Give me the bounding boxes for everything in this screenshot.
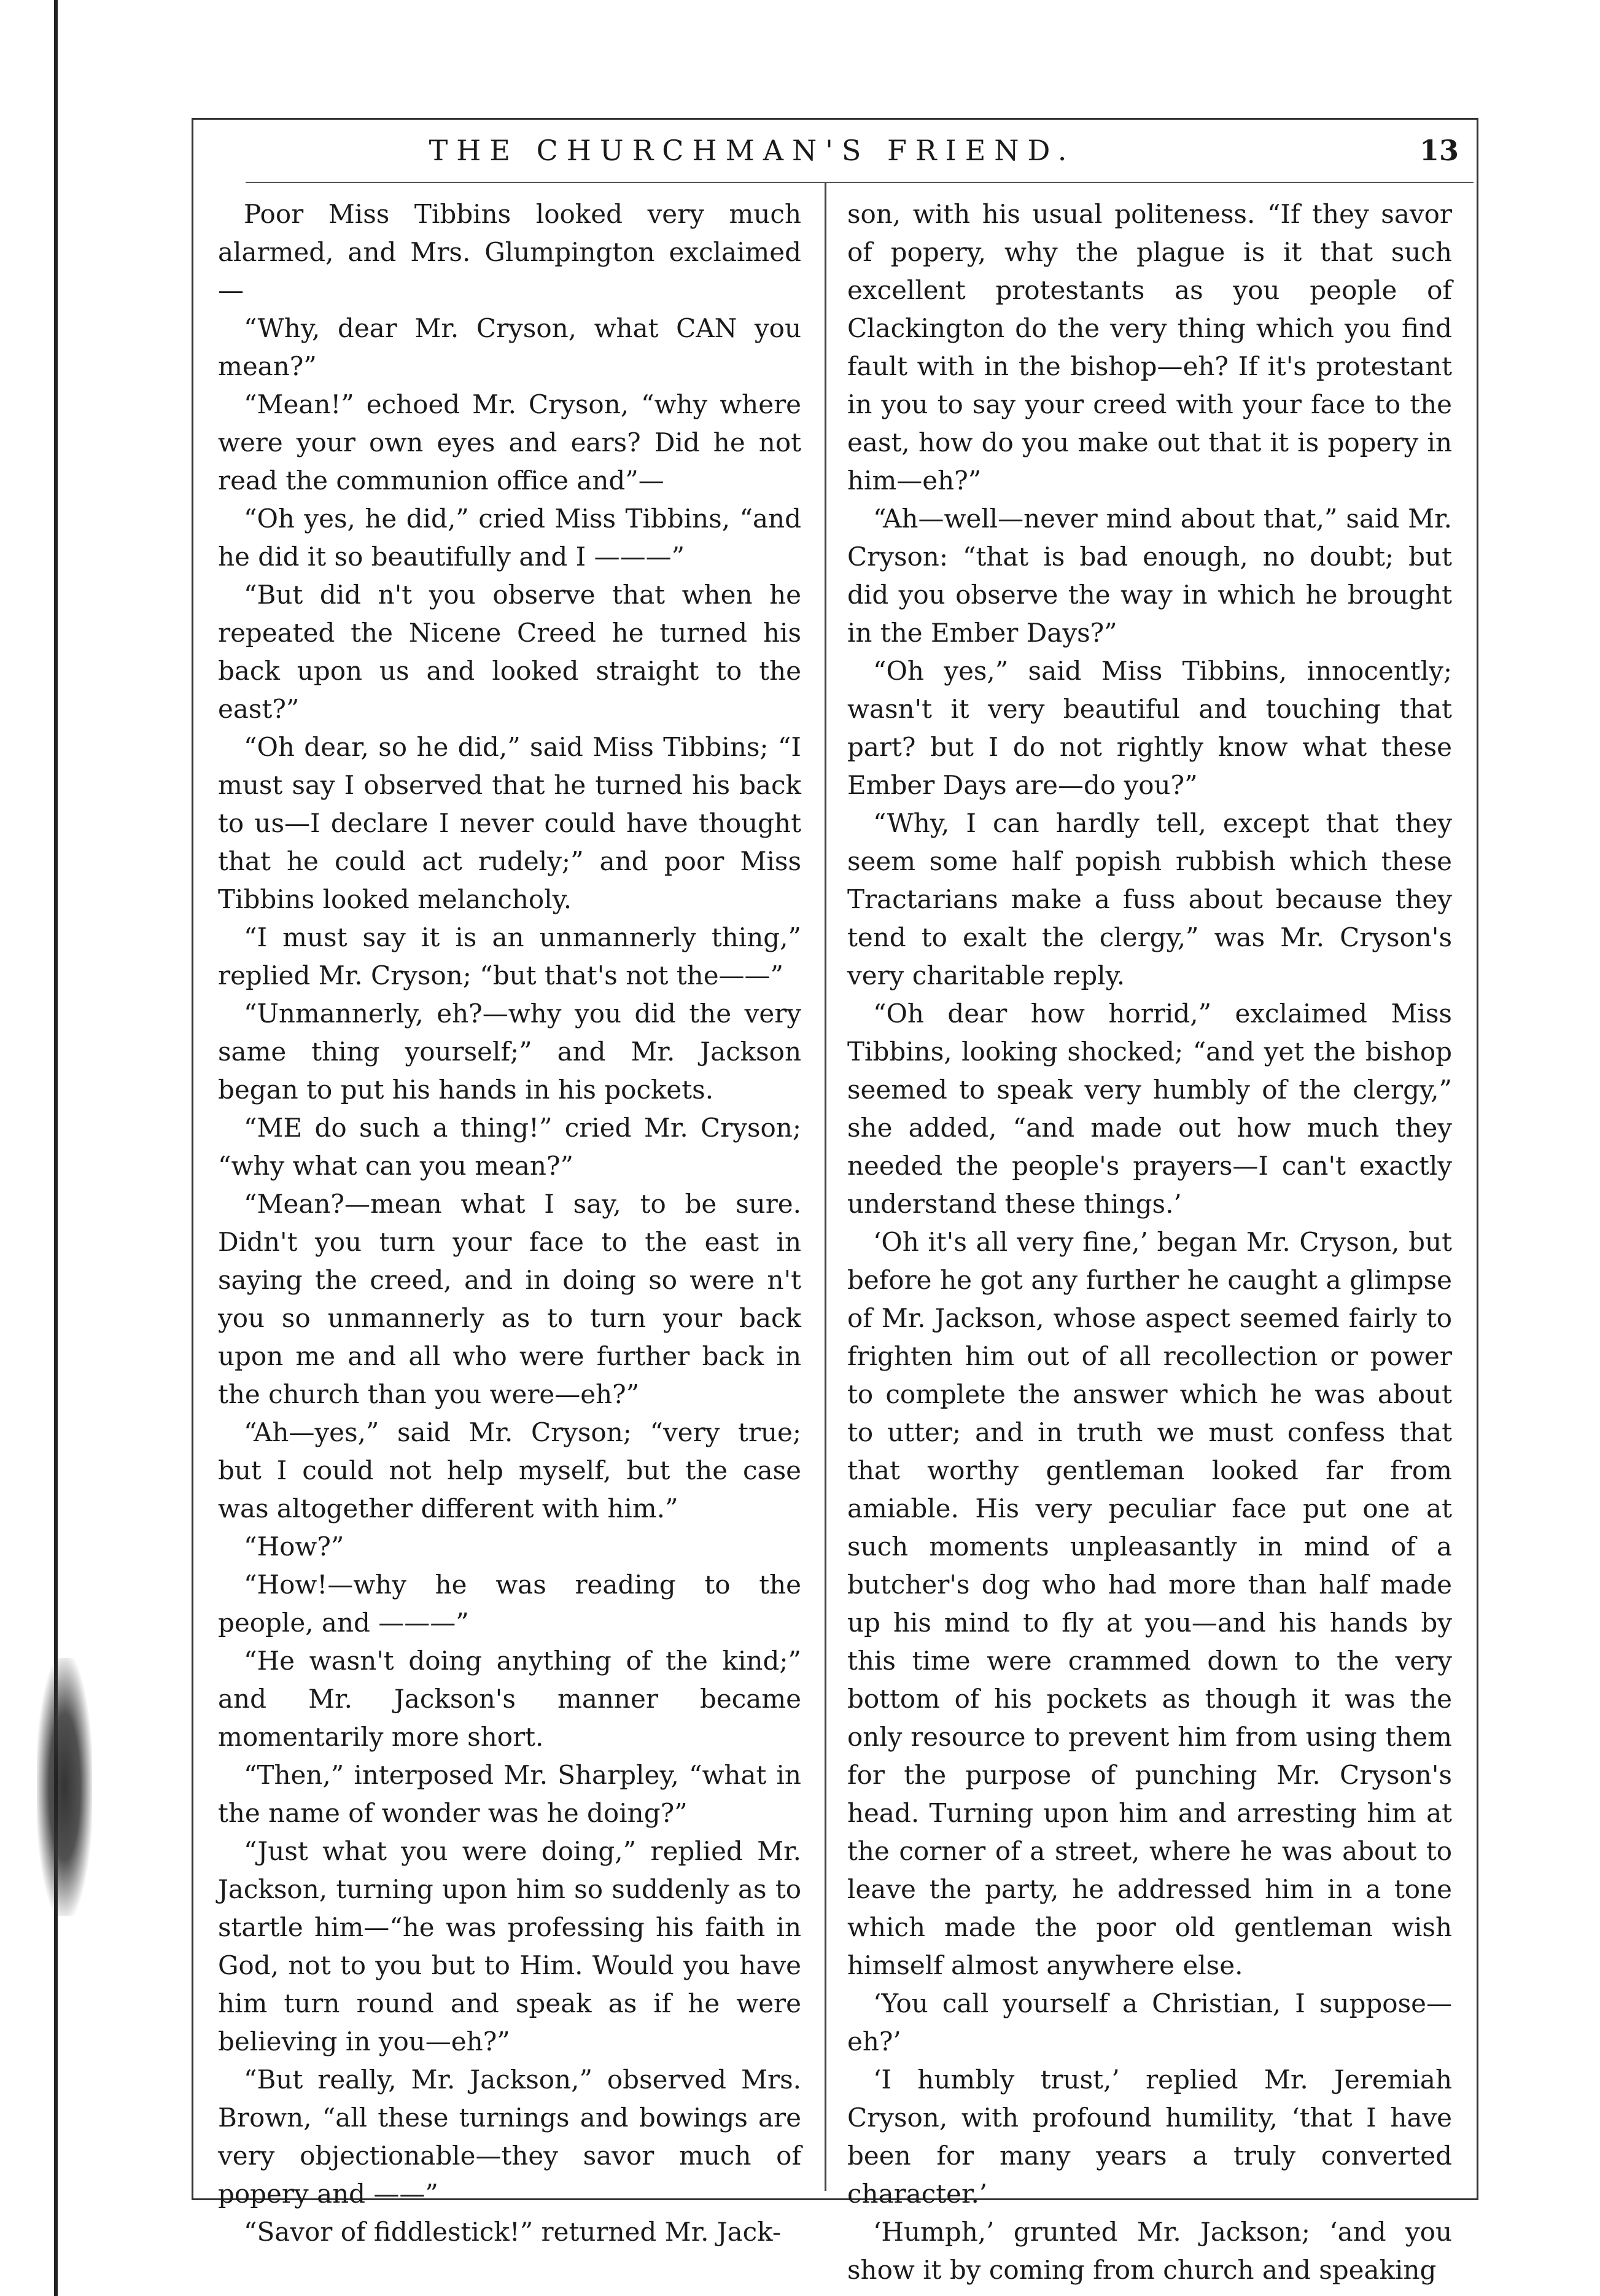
paragraph: “Ah—yes,” said Mr. Cryson; “very true; but I could not help myself, but the case was altogether different with him.”: [218, 1417, 801, 1524]
paragraph: ‘I humbly trust,’ replied Mr. Jeremiah Cryson, with profound humility, ‘that I have been for many years a truly converted character.’: [847, 2064, 1452, 2209]
left-column: [218, 195, 801, 2251]
paragraph: “But did n't you observe that when he repeated the Nicene Creed he turned his back upon us and looked straight to the east?”: [218, 580, 801, 724]
paragraph: “Ah—well—never mind about that,” said Mr. Cryson: “that is bad enough, no doubt; but did you observe the way in which he brought in the Ember Days?”: [847, 504, 1452, 648]
paragraph: ‘Oh it's all very fine,’ began Mr. Cryson, but before he got any further he caught a glimpse of Mr. Jackson, whose aspect seemed fairly to frighten him out of all recollection or power to complete the answer which he was about to utter; and in truth we must confess that that worthy gentleman looked far from amiable. His very peculiar face put one at such moments unpleasantly in mind of a butcher's dog who had more than half made up his mind to fly at you—and his hands by this time were crammed down to the very bottom of his pockets as though it was the only resource to prevent him from using them for the purpose of punching Mr. Cryson's head. Turning upon him and arresting him at the corner of a street, where he was about to leave the party, he addressed him in a tone which made the poor old gentleman wish himself almost anywhere else.: [847, 1227, 1452, 1980]
frame-right-rule: [1477, 118, 1478, 2200]
paragraph: “Then,” interposed Mr. Sharpley, “what in the name of wonder was he doing?”: [218, 1760, 801, 1828]
paragraph: “Oh dear, so he did,” said Miss Tibbins; “I must say I observed that he turned his back to us—I declare I never could have thought that he could act rudely;” and poor Miss Tibbins looked melancholy.: [218, 732, 801, 914]
paragraph: “He wasn't doing anything of the kind;” and Mr. Jackson's manner became momentarily more short.: [218, 1646, 801, 1752]
paragraph: ‘Humph,’ grunted Mr. Jackson; ‘and you show it by coming from church and speaking: [847, 2217, 1452, 2285]
binding-ink-smudge: [37, 1658, 92, 1916]
paragraph: “Oh yes, he did,” cried Miss Tibbins, “and he did it so beautifully and I ———”: [218, 504, 801, 572]
paragraph: “Unmannerly, eh?—why you did the very same thing yourself;” and Mr. Jackson began to put his hands in his pockets.: [218, 998, 801, 1105]
paragraph: ‘You call yourself a Christian, I suppose—eh?’: [847, 1988, 1452, 2057]
paragraph: “Oh dear how horrid,” exclaimed Miss Tibbins, looking shocked; “and yet the bishop seemed to speak very humbly of the clergy,” she added, “and made out how much they needed the people's prayers—I can't exactly understand these things.’: [847, 998, 1452, 1219]
paragraph: “Savor of fiddlestick!” returned Mr. Jack-: [244, 2217, 782, 2247]
paragraph: “Why, dear Mr. Cryson, what CAN you mean?”: [218, 313, 801, 381]
paragraph: “Mean?—mean what I say, to be sure. Didn't you turn your face to the east in saying the creed, and in doing so were n't you so unmannerly as to turn your back upon me and all who were further back in the church than you were—eh?”: [218, 1189, 801, 1409]
frame-top-rule: [192, 118, 1478, 120]
right-column: [847, 195, 1452, 2289]
frame-left-rule: [192, 118, 193, 2200]
paragraph: “Just what you were doing,” replied Mr. Jackson, turning upon him so suddenly as to startle him—“he was professing his faith in God, not to you but to Him. Would you have him turn round and speak as if he were believing in you—eh?”: [218, 1836, 801, 2057]
binding-edge-line: [54, 0, 58, 2296]
paragraph: “ME do such a thing!” cried Mr. Cryson; “why what can you mean?”: [218, 1113, 801, 1181]
page-number: 13: [1419, 134, 1459, 167]
paragraph: “Mean!” echoed Mr. Cryson, “why where were your own eyes and ears? Did he not read the communion office and”—: [218, 389, 801, 496]
paragraph: “How?”: [244, 1531, 344, 1562]
paragraph: Poor Miss Tibbins looked very much alarmed, and Mrs. Glumpington exclaimed—: [218, 199, 801, 305]
paragraph-continued: son, with his usual politeness. “If they savor of popery, why the plague is it that such excellent protestants as you people of Clackington do the very thing which you find fault with in the bishop—eh? If it's protestant in you to say your creed with your face to the east, how do you make out that it is popery in him—eh?”: [847, 199, 1452, 496]
running-head: THE CHURCHMAN'S FRIEND.: [429, 134, 1076, 167]
column-divider: [825, 183, 826, 2191]
paragraph: “But really, Mr. Jackson,” observed Mrs. Brown, “all these turnings and bowings are very objectionable—they savor much of popery and ——”: [218, 2064, 801, 2209]
paragraph: “How!—why he was reading to the people, and ———”: [218, 1570, 801, 1638]
paragraph: “Why, I can hardly tell, except that they seem some half popish rubbish which these Tractarians make a fuss about because they tend to exalt the clergy,” was Mr. Cryson's very charitable reply.: [847, 808, 1452, 990]
paragraph: “I must say it is an unmannerly thing,” replied Mr. Cryson; “but that's not the——”: [218, 922, 801, 990]
paragraph: “Oh yes,” said Miss Tibbins, innocently; wasn't it very beautiful and touching that part? but I do not rightly know what these Ember Days are—do you?”: [847, 656, 1452, 800]
header-rule: [246, 182, 1474, 183]
